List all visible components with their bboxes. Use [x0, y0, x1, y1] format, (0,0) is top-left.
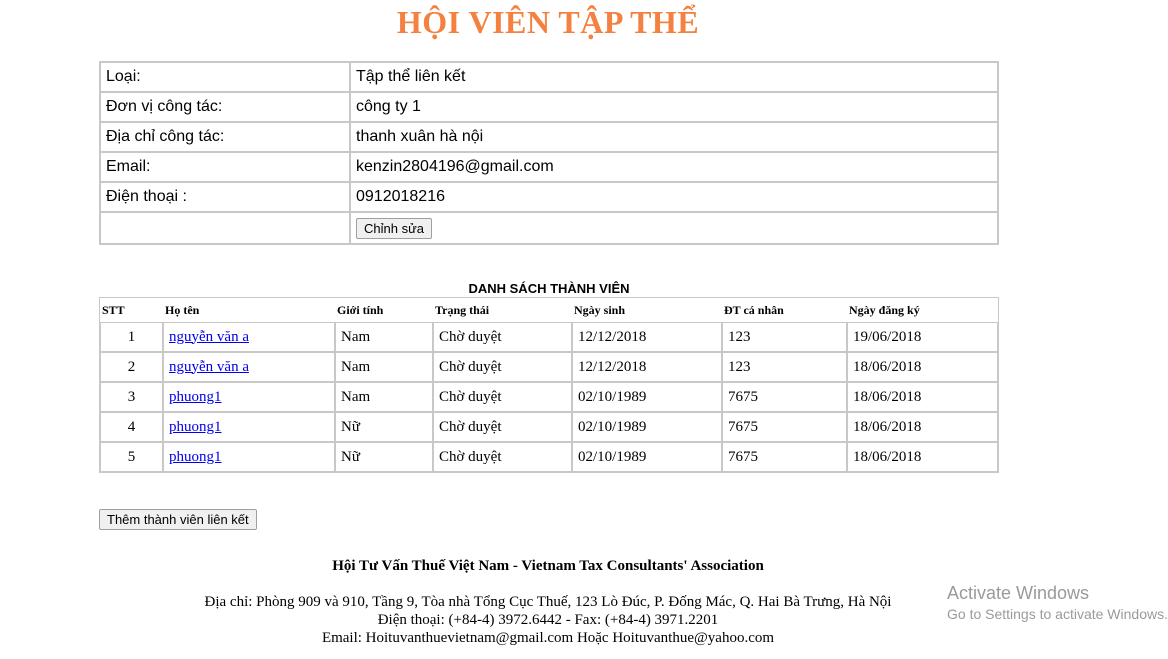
cell-gender: Nữ — [335, 412, 433, 442]
edit-button[interactable]: Chỉnh sửa — [356, 218, 432, 239]
info-label: Điện thoại : — [100, 182, 350, 212]
info-row-actions — [100, 212, 998, 244]
cell-phone: 123 — [722, 352, 847, 382]
cell-status: Chờ duyệt — [433, 322, 572, 352]
member-name-link[interactable]: phuong1 — [169, 448, 222, 465]
cell-status: Chờ duyệt — [433, 382, 572, 412]
cell-registered: 19/06/2018 — [847, 322, 998, 352]
member-list-title: DANH SÁCH THÀNH VIÊN — [468, 281, 630, 296]
info-value: 0912018216 — [350, 182, 998, 212]
member-list-table — [99, 297, 999, 473]
info-row-address — [100, 122, 998, 152]
info-value: Tập thể liên kết — [350, 62, 998, 92]
watermark-subtitle: Go to Settings to activate Windows. — [947, 606, 1168, 622]
cell-gender: Nam — [335, 382, 433, 412]
cell-stt: 1 — [100, 322, 163, 352]
info-label: Địa chỉ công tác: — [100, 122, 350, 152]
info-value: thanh xuân hà nội — [350, 122, 998, 152]
cell-stt: 3 — [100, 382, 163, 412]
cell-stt: 4 — [100, 412, 163, 442]
activate-windows-watermark — [947, 583, 1168, 622]
cell-dob: 02/10/1989 — [572, 412, 722, 442]
column-header-dob: Ngày sinh — [574, 302, 626, 317]
info-row-type — [100, 62, 998, 92]
member-name-link[interactable]: phuong1 — [169, 418, 222, 435]
table-row — [100, 352, 998, 382]
cell-name — [163, 382, 335, 412]
member-table-header — [100, 298, 998, 322]
cell-registered: 18/06/2018 — [847, 412, 998, 442]
table-row — [100, 412, 998, 442]
member-name-link[interactable]: nguyễn văn a — [169, 328, 249, 345]
cell-phone: 123 — [722, 322, 847, 352]
cell-name — [163, 352, 335, 382]
table-row — [100, 322, 998, 352]
info-label: Email: — [100, 152, 350, 182]
column-header-gender: Giới tính — [337, 302, 384, 317]
column-header-name: Họ tên — [165, 302, 200, 317]
cell-stt: 2 — [100, 352, 163, 382]
watermark-title: Activate Windows — [947, 583, 1090, 603]
cell-dob: 02/10/1989 — [572, 382, 722, 412]
footer-email: Email: Hoituvanthuevietnam@gmail.com Hoặc Hoituvanthue@yahoo.com — [321, 630, 775, 646]
cell-gender: Nam — [335, 352, 433, 382]
cell-phone: 7675 — [722, 442, 847, 472]
info-row-email — [100, 152, 998, 182]
cell-stt: 5 — [100, 442, 163, 472]
cell-status: Chờ duyệt — [433, 442, 572, 472]
cell-dob: 12/12/2018 — [572, 352, 722, 382]
member-name-link[interactable]: phuong1 — [169, 388, 222, 405]
column-header-status: Trạng thái — [435, 302, 490, 317]
cell-name — [163, 442, 335, 472]
cell-name — [163, 412, 335, 442]
cell-registered: 18/06/2018 — [847, 442, 998, 472]
footer-address: Địa chỉ: Phòng 909 và 910, Tầng 9, Tòa nhà Tổng Cục Thuế, 123 Lò Đúc, P. Đống Mác, Q. Hai Bà Trưng, Hà Nội — [204, 594, 892, 610]
cell-status: Chờ duyệt — [433, 352, 572, 382]
cell-gender: Nam — [335, 322, 433, 352]
actions-cell — [350, 212, 998, 244]
column-header-phone: ĐT cá nhân — [724, 302, 784, 317]
info-label: Đơn vị công tác: — [100, 92, 350, 122]
table-row — [100, 382, 998, 412]
cell-phone: 7675 — [722, 382, 847, 412]
cell-registered: 18/06/2018 — [847, 352, 998, 382]
column-header-registered: Ngày đăng ký — [849, 302, 920, 317]
empty-cell — [100, 212, 350, 244]
table-row — [100, 442, 998, 472]
info-value: công ty 1 — [350, 92, 998, 122]
add-linked-member-button[interactable]: Thêm thành viên liên kết — [99, 509, 257, 530]
footer-org-name: Hội Tư Vấn Thuế Việt Nam - Vietnam Tax Consultants' Association — [332, 558, 764, 574]
cell-gender: Nữ — [335, 442, 433, 472]
cell-registered: 18/06/2018 — [847, 382, 998, 412]
member-name-link[interactable]: nguyễn văn a — [169, 358, 249, 375]
info-row-organization — [100, 92, 998, 122]
info-label: Loại: — [100, 62, 350, 92]
cell-phone: 7675 — [722, 412, 847, 442]
info-row-phone — [100, 182, 998, 212]
page-title: HỘI VIÊN TẬP THỂ — [396, 4, 700, 40]
column-header-stt: STT — [102, 302, 125, 317]
member-info-table — [99, 61, 999, 245]
cell-status: Chờ duyệt — [433, 412, 572, 442]
info-value: kenzin2804196@gmail.com — [350, 152, 998, 182]
cell-name — [163, 322, 335, 352]
cell-dob: 12/12/2018 — [572, 322, 722, 352]
cell-dob: 02/10/1989 — [572, 442, 722, 472]
footer-phone: Điện thoại: (+84-4) 3972.6442 - Fax: (+84-4) 3971.2201 — [377, 612, 719, 628]
